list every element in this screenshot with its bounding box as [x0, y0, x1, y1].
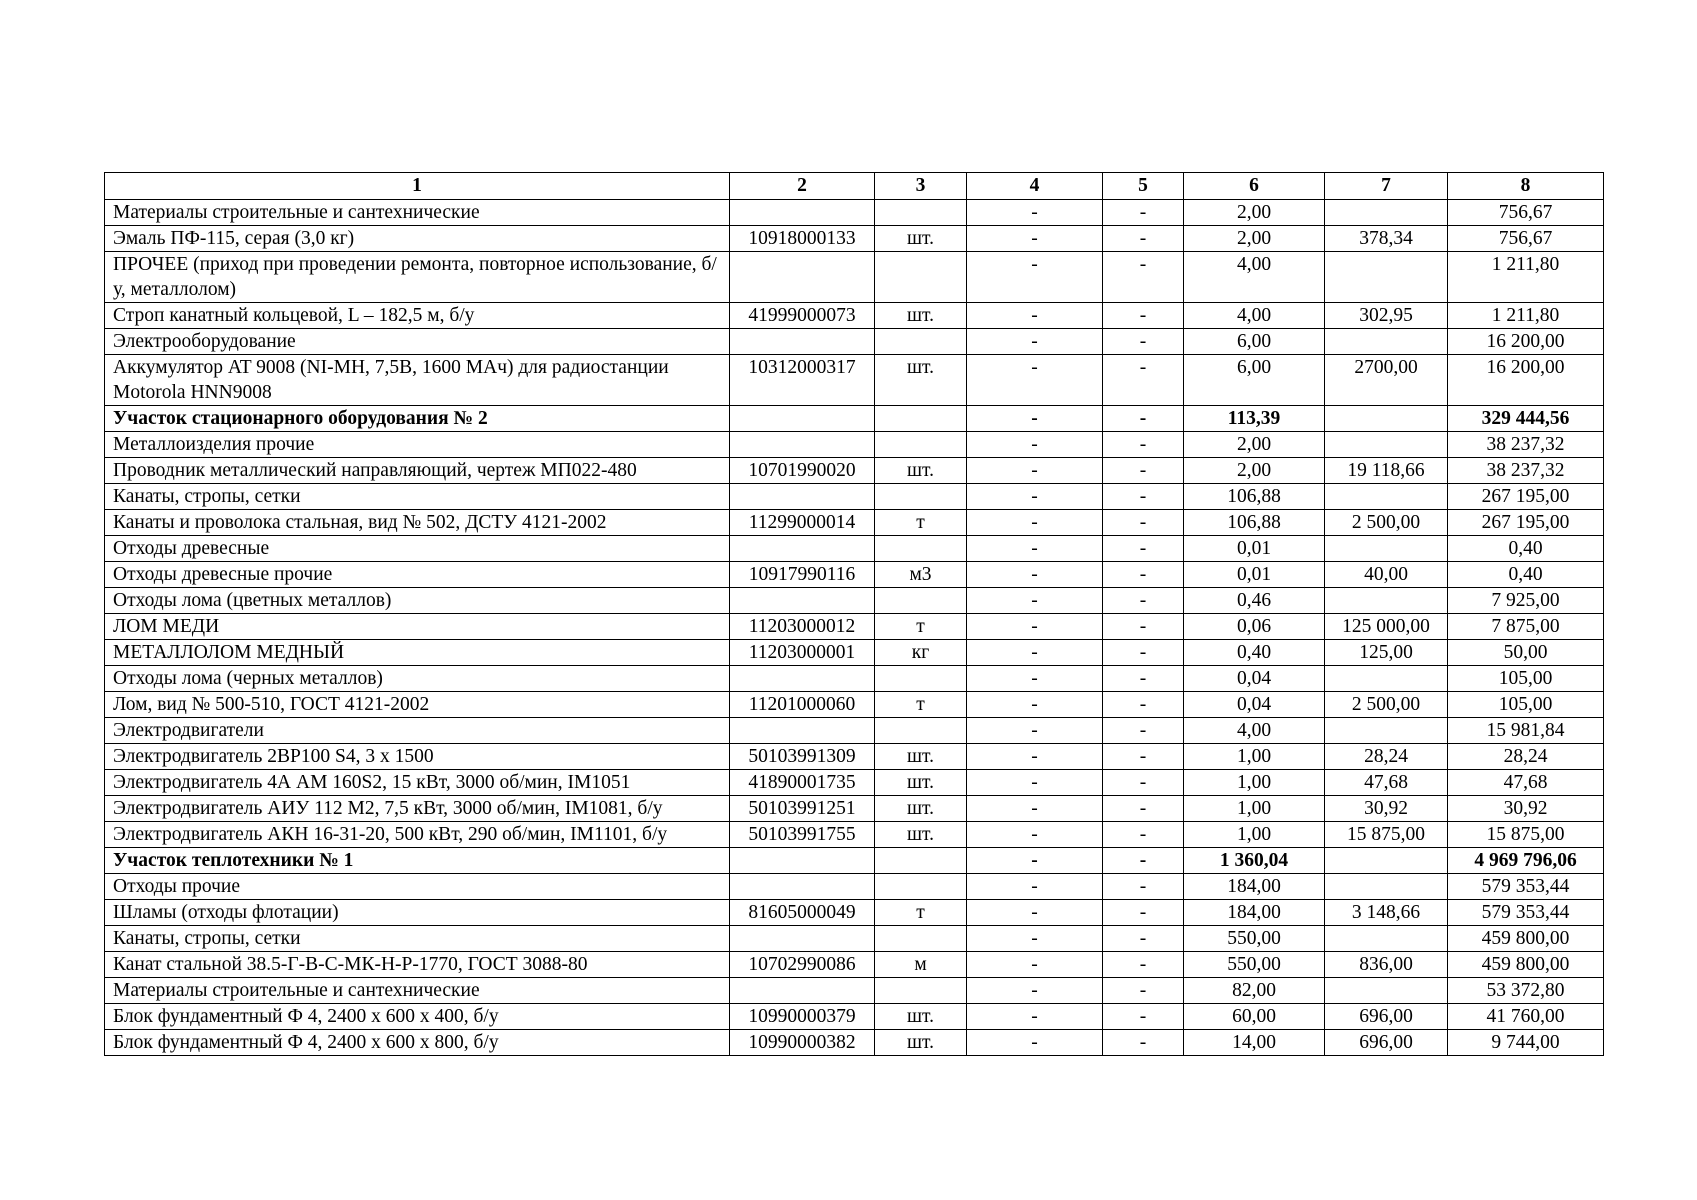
item-code-cell	[730, 484, 875, 510]
column-4-cell: -	[967, 822, 1103, 848]
column-5-cell: -	[1103, 796, 1184, 822]
sum-cell: 53 372,80	[1448, 978, 1604, 1004]
column-5-cell: -	[1103, 562, 1184, 588]
item-code-cell	[730, 406, 875, 432]
column-5-cell: -	[1103, 458, 1184, 484]
table-row	[105, 874, 1604, 900]
item-name-cell: Отходы прочие	[105, 874, 730, 900]
price-cell	[1325, 926, 1448, 952]
quantity-cell: 4,00	[1184, 718, 1325, 744]
column-4-cell: -	[967, 226, 1103, 252]
quantity-cell: 2,00	[1184, 200, 1325, 226]
price-cell	[1325, 329, 1448, 355]
column-4-cell: -	[967, 200, 1103, 226]
column-4-cell: -	[967, 406, 1103, 432]
item-code-cell	[730, 252, 875, 303]
column-5-cell: -	[1103, 406, 1184, 432]
sum-cell: 50,00	[1448, 640, 1604, 666]
price-cell: 15 875,00	[1325, 822, 1448, 848]
item-name-cell: Электрооборудование	[105, 329, 730, 355]
quantity-cell: 0,04	[1184, 692, 1325, 718]
price-cell: 47,68	[1325, 770, 1448, 796]
table-row	[105, 252, 1604, 303]
unit-cell	[875, 406, 967, 432]
unit-cell: шт.	[875, 1030, 967, 1056]
column-5-cell: -	[1103, 718, 1184, 744]
column-5-cell: -	[1103, 252, 1184, 303]
column-5-cell: -	[1103, 432, 1184, 458]
item-code-cell: 81605000049	[730, 900, 875, 926]
item-name-cell: Блок фундаментный Ф 4, 2400 х 600 х 800, б/у	[105, 1030, 730, 1056]
sum-cell: 459 800,00	[1448, 926, 1604, 952]
quantity-cell: 113,39	[1184, 406, 1325, 432]
price-cell: 2 500,00	[1325, 510, 1448, 536]
table-row	[105, 900, 1604, 926]
column-header: 5	[1103, 173, 1184, 200]
column-4-cell: -	[967, 770, 1103, 796]
item-code-cell: 11203000001	[730, 640, 875, 666]
quantity-cell: 6,00	[1184, 329, 1325, 355]
quantity-cell: 14,00	[1184, 1030, 1325, 1056]
item-code-cell: 11201000060	[730, 692, 875, 718]
column-4-cell: -	[967, 1004, 1103, 1030]
quantity-cell: 0,01	[1184, 536, 1325, 562]
column-4-cell: -	[967, 329, 1103, 355]
column-4-cell: -	[967, 536, 1103, 562]
column-5-cell: -	[1103, 926, 1184, 952]
price-cell: 696,00	[1325, 1004, 1448, 1030]
unit-cell: шт.	[875, 744, 967, 770]
column-4-cell: -	[967, 874, 1103, 900]
item-code-cell	[730, 588, 875, 614]
column-5-cell: -	[1103, 484, 1184, 510]
table-row	[105, 588, 1604, 614]
item-name-cell: Электродвигатель АИУ 112 М2, 7,5 кВт, 3000 об/мин, IM1081, б/у	[105, 796, 730, 822]
quantity-cell: 184,00	[1184, 900, 1325, 926]
item-code-cell: 10701990020	[730, 458, 875, 484]
column-header: 7	[1325, 173, 1448, 200]
price-cell	[1325, 406, 1448, 432]
item-code-cell: 10990000382	[730, 1030, 875, 1056]
item-name-cell: Металлоизделия прочие	[105, 432, 730, 458]
sum-cell: 28,24	[1448, 744, 1604, 770]
quantity-cell: 1,00	[1184, 796, 1325, 822]
sum-cell: 7 925,00	[1448, 588, 1604, 614]
table-row	[105, 692, 1604, 718]
table-row	[105, 484, 1604, 510]
sum-cell: 9 744,00	[1448, 1030, 1604, 1056]
item-name-cell: МЕТАЛЛОЛОМ МЕДНЫЙ	[105, 640, 730, 666]
table-row	[105, 329, 1604, 355]
column-5-cell: -	[1103, 1004, 1184, 1030]
quantity-cell: 0,40	[1184, 640, 1325, 666]
quantity-cell: 0,06	[1184, 614, 1325, 640]
quantity-cell: 4,00	[1184, 252, 1325, 303]
unit-cell: шт.	[875, 458, 967, 484]
item-code-cell	[730, 536, 875, 562]
column-5-cell: -	[1103, 226, 1184, 252]
item-name-cell: Электродвигатели	[105, 718, 730, 744]
column-5-cell: -	[1103, 329, 1184, 355]
item-name-cell: Отходы древесные прочие	[105, 562, 730, 588]
item-code-cell: 50103991755	[730, 822, 875, 848]
price-cell: 378,34	[1325, 226, 1448, 252]
item-code-cell	[730, 666, 875, 692]
sum-cell: 0,40	[1448, 562, 1604, 588]
item-name-cell: Канаты, стропы, сетки	[105, 926, 730, 952]
table-row	[105, 770, 1604, 796]
item-name-cell: Участок теплотехники № 1	[105, 848, 730, 874]
sum-cell: 756,67	[1448, 226, 1604, 252]
table-row	[105, 744, 1604, 770]
table-row	[105, 614, 1604, 640]
unit-cell	[875, 666, 967, 692]
column-4-cell: -	[967, 952, 1103, 978]
quantity-cell: 1 360,04	[1184, 848, 1325, 874]
item-code-cell: 11299000014	[730, 510, 875, 536]
unit-cell	[875, 978, 967, 1004]
item-name-cell: Электродвигатель 4А АМ 160S2, 15 кВт, 3000 об/мин, IM1051	[105, 770, 730, 796]
table-row	[105, 796, 1604, 822]
unit-cell: т	[875, 510, 967, 536]
quantity-cell: 2,00	[1184, 458, 1325, 484]
sum-cell: 579 353,44	[1448, 900, 1604, 926]
column-4-cell: -	[967, 484, 1103, 510]
sum-cell: 756,67	[1448, 200, 1604, 226]
column-4-cell: -	[967, 692, 1103, 718]
column-5-cell: -	[1103, 640, 1184, 666]
quantity-cell: 60,00	[1184, 1004, 1325, 1030]
inventory-table	[104, 172, 1604, 1056]
item-name-cell: ЛОМ МЕДИ	[105, 614, 730, 640]
item-name-cell: Материалы строительные и сантехнические	[105, 200, 730, 226]
sum-cell: 15 875,00	[1448, 822, 1604, 848]
table-row	[105, 458, 1604, 484]
column-5-cell: -	[1103, 303, 1184, 329]
sum-cell: 41 760,00	[1448, 1004, 1604, 1030]
column-4-cell: -	[967, 744, 1103, 770]
column-5-cell: -	[1103, 666, 1184, 692]
unit-cell	[875, 874, 967, 900]
item-name-cell: Отходы лома (цветных металлов)	[105, 588, 730, 614]
sum-cell: 267 195,00	[1448, 510, 1604, 536]
unit-cell	[875, 484, 967, 510]
quantity-cell: 184,00	[1184, 874, 1325, 900]
item-name-cell: Отходы лома (черных металлов)	[105, 666, 730, 692]
unit-cell: шт.	[875, 1004, 967, 1030]
quantity-cell: 0,01	[1184, 562, 1325, 588]
column-header: 2	[730, 173, 875, 200]
column-4-cell: -	[967, 666, 1103, 692]
column-4-cell: -	[967, 614, 1103, 640]
column-5-cell: -	[1103, 770, 1184, 796]
unit-cell: кг	[875, 640, 967, 666]
item-name-cell: Лом, вид № 500-510, ГОСТ 4121-2002	[105, 692, 730, 718]
unit-cell: шт.	[875, 822, 967, 848]
price-cell	[1325, 200, 1448, 226]
column-4-cell: -	[967, 1030, 1103, 1056]
table-row	[105, 666, 1604, 692]
item-name-cell: ПРОЧЕЕ (приход при проведении ремонта, повторное использование, б/у, металлолом)	[105, 252, 730, 303]
column-4-cell: -	[967, 640, 1103, 666]
unit-cell: шт.	[875, 303, 967, 329]
item-name-cell: Эмаль ПФ-115, серая (3,0 кг)	[105, 226, 730, 252]
quantity-cell: 0,46	[1184, 588, 1325, 614]
item-name-cell: Канат стальной 38.5-Г-В-С-МК-Н-Р-1770, ГОСТ 3088-80	[105, 952, 730, 978]
unit-cell: т	[875, 614, 967, 640]
table-row	[105, 562, 1604, 588]
sum-cell: 47,68	[1448, 770, 1604, 796]
item-code-cell	[730, 329, 875, 355]
column-4-cell: -	[967, 900, 1103, 926]
item-code-cell: 10990000379	[730, 1004, 875, 1030]
sum-cell: 38 237,32	[1448, 458, 1604, 484]
item-name-cell: Материалы строительные и сантехнические	[105, 978, 730, 1004]
column-4-cell: -	[967, 926, 1103, 952]
sum-cell: 105,00	[1448, 692, 1604, 718]
table-row	[105, 226, 1604, 252]
column-5-cell: -	[1103, 692, 1184, 718]
column-header: 1	[105, 173, 730, 200]
price-cell: 2700,00	[1325, 355, 1448, 406]
item-code-cell: 11203000012	[730, 614, 875, 640]
sum-cell: 15 981,84	[1448, 718, 1604, 744]
sum-cell: 329 444,56	[1448, 406, 1604, 432]
column-4-cell: -	[967, 796, 1103, 822]
sum-cell: 1 211,80	[1448, 303, 1604, 329]
item-name-cell: Строп канатный кольцевой, L – 182,5 м, б/у	[105, 303, 730, 329]
unit-cell	[875, 432, 967, 458]
item-code-cell: 10702990086	[730, 952, 875, 978]
quantity-cell: 1,00	[1184, 822, 1325, 848]
sum-cell: 459 800,00	[1448, 952, 1604, 978]
column-5-cell: -	[1103, 874, 1184, 900]
column-5-cell: -	[1103, 900, 1184, 926]
item-code-cell: 10917990116	[730, 562, 875, 588]
item-code-cell: 10918000133	[730, 226, 875, 252]
item-code-cell: 41890001735	[730, 770, 875, 796]
price-cell: 30,92	[1325, 796, 1448, 822]
price-cell: 696,00	[1325, 1030, 1448, 1056]
unit-cell	[875, 926, 967, 952]
column-4-cell: -	[967, 978, 1103, 1004]
unit-cell: шт.	[875, 226, 967, 252]
quantity-cell: 550,00	[1184, 952, 1325, 978]
unit-cell	[875, 848, 967, 874]
table-row	[105, 200, 1604, 226]
column-4-cell: -	[967, 718, 1103, 744]
column-5-cell: -	[1103, 510, 1184, 536]
table-row	[105, 510, 1604, 536]
column-5-cell: -	[1103, 1030, 1184, 1056]
quantity-cell: 2,00	[1184, 432, 1325, 458]
column-header: 4	[967, 173, 1103, 200]
column-5-cell: -	[1103, 614, 1184, 640]
quantity-cell: 106,88	[1184, 510, 1325, 536]
column-5-cell: -	[1103, 848, 1184, 874]
item-name-cell: Проводник металлический направляющий, чертеж МП022-480	[105, 458, 730, 484]
table-row	[105, 822, 1604, 848]
unit-cell: м	[875, 952, 967, 978]
quantity-cell: 550,00	[1184, 926, 1325, 952]
sum-cell: 7 875,00	[1448, 614, 1604, 640]
item-code-cell: 10312000317	[730, 355, 875, 406]
item-name-cell: Участок стационарного оборудования № 2	[105, 406, 730, 432]
table-row	[105, 926, 1604, 952]
price-cell	[1325, 588, 1448, 614]
item-code-cell	[730, 718, 875, 744]
column-header: 3	[875, 173, 967, 200]
sum-cell: 1 211,80	[1448, 252, 1604, 303]
column-4-cell: -	[967, 588, 1103, 614]
column-5-cell: -	[1103, 200, 1184, 226]
quantity-cell: 0,04	[1184, 666, 1325, 692]
price-cell: 2 500,00	[1325, 692, 1448, 718]
price-cell	[1325, 874, 1448, 900]
price-cell	[1325, 484, 1448, 510]
price-cell: 40,00	[1325, 562, 1448, 588]
column-5-cell: -	[1103, 952, 1184, 978]
price-cell: 3 148,66	[1325, 900, 1448, 926]
item-code-cell	[730, 978, 875, 1004]
price-cell	[1325, 536, 1448, 562]
unit-cell	[875, 200, 967, 226]
column-4-cell: -	[967, 510, 1103, 536]
sum-cell: 105,00	[1448, 666, 1604, 692]
column-4-cell: -	[967, 355, 1103, 406]
quantity-cell: 6,00	[1184, 355, 1325, 406]
item-code-cell: 41999000073	[730, 303, 875, 329]
header-row	[105, 173, 1604, 200]
sum-cell: 4 969 796,06	[1448, 848, 1604, 874]
sum-cell: 16 200,00	[1448, 329, 1604, 355]
price-cell	[1325, 848, 1448, 874]
inventory-table-sheet	[104, 172, 1604, 1056]
item-name-cell: Канаты, стропы, сетки	[105, 484, 730, 510]
price-cell: 19 118,66	[1325, 458, 1448, 484]
item-name-cell: Аккумулятор AT 9008 (NI-MH, 7,5В, 1600 МАч) для радиостанции Motorola HNN9008	[105, 355, 730, 406]
sum-cell: 579 353,44	[1448, 874, 1604, 900]
column-4-cell: -	[967, 562, 1103, 588]
table-row	[105, 1030, 1604, 1056]
unit-cell	[875, 252, 967, 303]
section-total-row	[105, 848, 1604, 874]
item-name-cell: Шламы (отходы флотации)	[105, 900, 730, 926]
table-row	[105, 536, 1604, 562]
item-name-cell: Электродвигатель АКН 16-31-20, 500 кВт, 290 об/мин, IM1101, б/у	[105, 822, 730, 848]
unit-cell	[875, 588, 967, 614]
quantity-cell: 82,00	[1184, 978, 1325, 1004]
unit-cell	[875, 718, 967, 744]
column-4-cell: -	[967, 432, 1103, 458]
unit-cell: шт.	[875, 770, 967, 796]
column-5-cell: -	[1103, 536, 1184, 562]
column-4-cell: -	[967, 848, 1103, 874]
unit-cell: шт.	[875, 355, 967, 406]
price-cell: 125,00	[1325, 640, 1448, 666]
table-row	[105, 303, 1604, 329]
unit-cell: шт.	[875, 796, 967, 822]
column-5-cell: -	[1103, 355, 1184, 406]
table-row	[105, 978, 1604, 1004]
unit-cell: т	[875, 692, 967, 718]
item-code-cell: 50103991251	[730, 796, 875, 822]
column-5-cell: -	[1103, 744, 1184, 770]
column-header: 6	[1184, 173, 1325, 200]
price-cell	[1325, 718, 1448, 744]
item-code-cell: 50103991309	[730, 744, 875, 770]
item-code-cell	[730, 848, 875, 874]
column-5-cell: -	[1103, 588, 1184, 614]
column-header: 8	[1448, 173, 1604, 200]
price-cell: 125 000,00	[1325, 614, 1448, 640]
column-5-cell: -	[1103, 822, 1184, 848]
item-code-cell	[730, 926, 875, 952]
column-4-cell: -	[967, 252, 1103, 303]
item-name-cell: Отходы древесные	[105, 536, 730, 562]
table-row	[105, 432, 1604, 458]
column-4-cell: -	[967, 458, 1103, 484]
price-cell	[1325, 978, 1448, 1004]
sum-cell: 16 200,00	[1448, 355, 1604, 406]
quantity-cell: 4,00	[1184, 303, 1325, 329]
section-total-row	[105, 406, 1604, 432]
unit-cell	[875, 536, 967, 562]
item-name-cell: Канаты и проволока стальная, вид № 502, ДСТУ 4121-2002	[105, 510, 730, 536]
unit-cell: м3	[875, 562, 967, 588]
item-code-cell	[730, 200, 875, 226]
table-row	[105, 640, 1604, 666]
quantity-cell: 1,00	[1184, 744, 1325, 770]
quantity-cell: 2,00	[1184, 226, 1325, 252]
quantity-cell: 1,00	[1184, 770, 1325, 796]
table-row	[105, 355, 1604, 406]
item-name-cell: Электродвигатель 2ВР100 S4, 3 х 1500	[105, 744, 730, 770]
price-cell	[1325, 666, 1448, 692]
sum-cell: 267 195,00	[1448, 484, 1604, 510]
item-code-cell	[730, 874, 875, 900]
price-cell	[1325, 252, 1448, 303]
item-name-cell: Блок фундаментный Ф 4, 2400 х 600 х 400, б/у	[105, 1004, 730, 1030]
column-4-cell: -	[967, 303, 1103, 329]
sum-cell: 0,40	[1448, 536, 1604, 562]
price-cell: 836,00	[1325, 952, 1448, 978]
unit-cell	[875, 329, 967, 355]
sum-cell: 30,92	[1448, 796, 1604, 822]
unit-cell: т	[875, 900, 967, 926]
quantity-cell: 106,88	[1184, 484, 1325, 510]
price-cell: 302,95	[1325, 303, 1448, 329]
table-row	[105, 1004, 1604, 1030]
price-cell: 28,24	[1325, 744, 1448, 770]
table-row	[105, 718, 1604, 744]
column-5-cell: -	[1103, 978, 1184, 1004]
price-cell	[1325, 432, 1448, 458]
item-code-cell	[730, 432, 875, 458]
sum-cell: 38 237,32	[1448, 432, 1604, 458]
table-row	[105, 952, 1604, 978]
